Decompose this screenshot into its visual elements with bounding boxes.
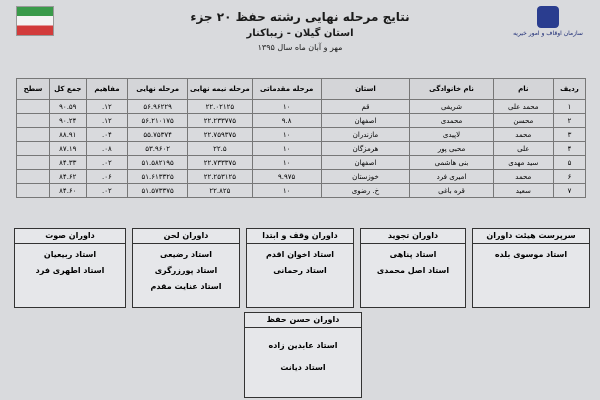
cell: ۶	[553, 170, 585, 184]
page-title: نتایج مرحله نهایی رشته حفظ ۲۰ جزء	[190, 10, 410, 24]
cell: ۰۲.	[86, 184, 128, 198]
cell: محمد	[493, 128, 553, 142]
cell: ۱۰	[252, 142, 321, 156]
judges-title: داوران لحن	[133, 229, 239, 244]
col-province: استان	[321, 79, 410, 100]
cell: ۸۴.۳۳	[50, 156, 87, 170]
cell	[17, 128, 50, 142]
judge-name: استاد رضیعی	[160, 250, 212, 259]
col-final: مرحله نهایی	[128, 79, 188, 100]
cell: سید مهدی	[493, 156, 553, 170]
judge-name: استاد پناهی	[389, 250, 437, 259]
emblem-icon	[537, 6, 559, 28]
table-row	[17, 114, 586, 128]
cell: ۷	[553, 184, 585, 198]
cell: بنی هاشمی	[410, 156, 493, 170]
cell: شریفی	[410, 100, 493, 114]
cell: ۸۴.۶۲	[50, 170, 87, 184]
cell: خ. رضوی	[321, 184, 410, 198]
judges-box-tajvid	[360, 228, 466, 308]
cell: ۳	[553, 128, 585, 142]
cell: ۲۲.۰۲۱۲۵	[187, 100, 252, 114]
cell: ۲۲.۷۵۹۳۷۵	[187, 128, 252, 142]
col-row-number: ردیف	[553, 79, 585, 100]
date-line: مهر و آبان ماه سال ۱۳۹۵	[257, 43, 343, 52]
cell: ۱	[553, 100, 585, 114]
cell	[17, 156, 50, 170]
cell: ۸۸.۹۱	[50, 128, 87, 142]
cell: هرمزگان	[321, 142, 410, 156]
judge-name: استاد ربیعیان	[43, 250, 97, 259]
cell: ۱۰	[252, 156, 321, 170]
cell: محسن	[493, 114, 553, 128]
table-row	[17, 100, 586, 114]
cell: ۹.۸	[252, 114, 321, 128]
judge-name: استاد دیانت	[280, 363, 326, 372]
cell	[17, 142, 50, 156]
cell: محمدی	[410, 114, 493, 128]
cell: ۱۲.	[86, 114, 128, 128]
results-table	[16, 78, 586, 198]
cell: ۱۰	[252, 184, 321, 198]
cell	[17, 170, 50, 184]
cell: ۰۸.	[86, 142, 128, 156]
judges-box-lahn	[132, 228, 240, 308]
cell: ۰۲.	[86, 156, 128, 170]
table-header-row	[17, 79, 586, 100]
judge-name: استاد عنایت مقدم	[150, 282, 222, 291]
cell: ۸۴.۶۰	[50, 184, 87, 198]
col-first-name: نام	[493, 79, 553, 100]
judges-title: داوران تجوید	[361, 229, 465, 244]
cell: محمد	[493, 170, 553, 184]
cell: لاپیدی	[410, 128, 493, 142]
cell: ۲۲.۸۲۵	[187, 184, 252, 198]
cell: ۵۱.۵۷۳۳۷۵	[128, 184, 188, 198]
endowment-logo	[508, 6, 588, 48]
iran-flag-icon	[16, 6, 54, 36]
cell: امیری فرد	[410, 170, 493, 184]
col-last-name: نام خانوادگی	[410, 79, 493, 100]
judges-box-waqf	[246, 228, 354, 308]
judges-box-sowt	[14, 228, 126, 308]
cell: ۲۲.۲۳۳۷۷۵	[187, 114, 252, 128]
judge-name: استاد رحمانی	[273, 266, 327, 275]
judge-name: استاد موسوی بلده	[494, 250, 568, 259]
cell: سعید	[493, 184, 553, 198]
cell: ۲۲.۲۵۳۱۲۵	[187, 170, 252, 184]
table-row	[17, 128, 586, 142]
logo-text: سازمان اوقاف و امور خیریه	[513, 30, 583, 37]
judge-name: استاد اطهری فرد	[35, 266, 105, 275]
cell	[17, 184, 50, 198]
table-row	[17, 184, 586, 198]
cell: خوزستان	[321, 170, 410, 184]
col-level: سطح	[17, 79, 50, 100]
cell: ۴	[553, 142, 585, 156]
cell: ۵۶.۹۶۲۲۹	[128, 100, 188, 114]
cell: قم	[321, 100, 410, 114]
cell: ۵۶.۲۱۰۱۷۵	[128, 114, 188, 128]
cell: محبی پور	[410, 142, 493, 156]
cell: اصفهان	[321, 156, 410, 170]
col-concepts: مفاهیم	[86, 79, 128, 100]
cell: ۹۰.۵۹	[50, 100, 87, 114]
cell: ۰۶.	[86, 170, 128, 184]
cell: ۱۲.	[86, 100, 128, 114]
cell: ۵۳.۹۶۰۲	[128, 142, 188, 156]
col-preliminary: مرحله مقدماتی	[252, 79, 321, 100]
judges-box-head	[472, 228, 590, 308]
cell: ۸۷.۱۹	[50, 142, 87, 156]
table-row	[17, 142, 586, 156]
judges-title: داوران وقف و ابتدا	[247, 229, 353, 244]
cell: ۵۱.۵۸۲۱۹۵	[128, 156, 188, 170]
col-total: جمع کل	[50, 79, 87, 100]
cell: محمد علی	[493, 100, 553, 114]
cell: ۹.۹۷۵	[252, 170, 321, 184]
cell	[17, 114, 50, 128]
cell	[17, 100, 50, 114]
judge-name: استاد پورزرگری	[154, 266, 218, 275]
cell: ۵۵.۷۵۳۷۴	[128, 128, 188, 142]
cell: قره باغی	[410, 184, 493, 198]
judges-title: داوران حسن حفظ	[245, 313, 361, 328]
cell: مازندران	[321, 128, 410, 142]
cell: ۲	[553, 114, 585, 128]
cell: ۱۰	[252, 128, 321, 142]
judge-name: استاد عابدین زاده	[268, 341, 338, 350]
judges-title: داوران صوت	[15, 229, 125, 244]
cell: ۵۱.۶۱۳۳۲۵	[128, 170, 188, 184]
cell: اصفهان	[321, 114, 410, 128]
judge-name: استاد اخوان اقدم	[265, 250, 335, 259]
judge-name: استاد اصل محمدی	[376, 266, 450, 275]
cell: ۲۲.۷۳۳۳۷۵	[187, 156, 252, 170]
table-row	[17, 170, 586, 184]
col-semifinal: مرحله نیمه نهایی	[187, 79, 252, 100]
cell: ۰۴.	[86, 128, 128, 142]
judges-title: سرپرست هیئت داوران	[473, 229, 589, 244]
cell: ۱۰	[252, 100, 321, 114]
table-row	[17, 156, 586, 170]
cell: ۵	[553, 156, 585, 170]
cell: ۹۰.۲۴	[50, 114, 87, 128]
judges-box-hefz	[244, 312, 362, 398]
cell: علی	[493, 142, 553, 156]
province-line: استان گیلان - زیباکنار	[246, 28, 354, 39]
cell: ۲۲.۵	[187, 142, 252, 156]
